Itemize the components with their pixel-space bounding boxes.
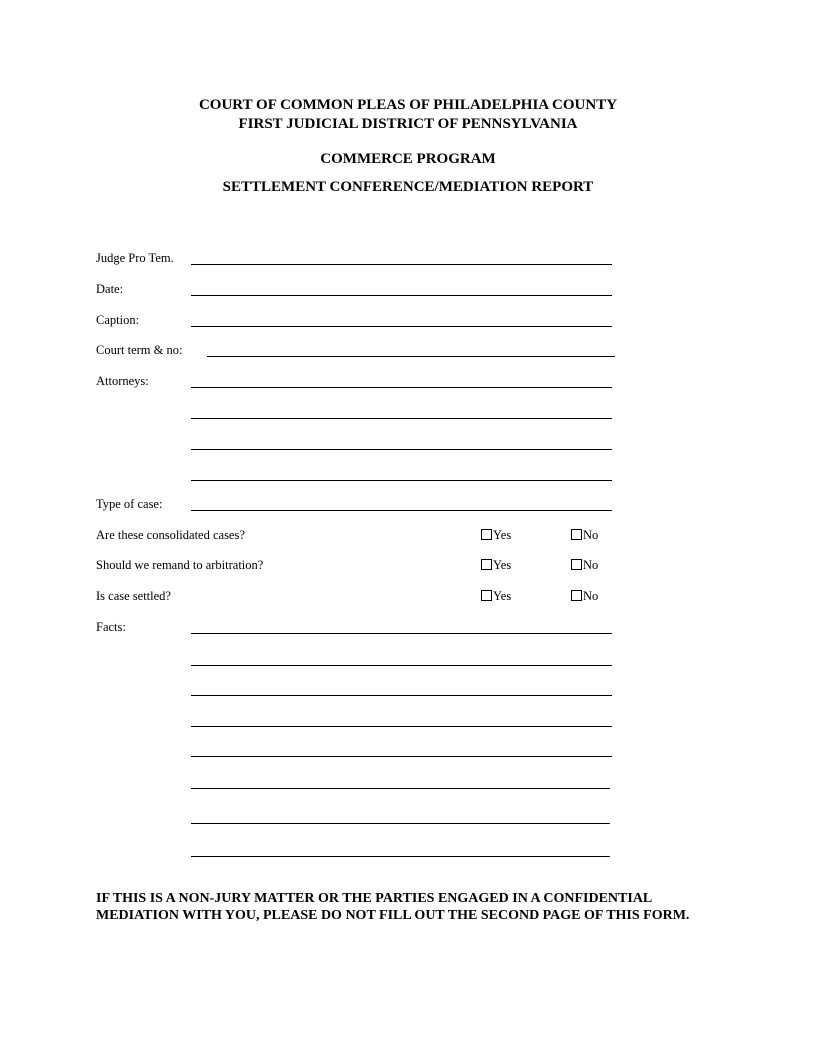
attorneys-field-4[interactable] (191, 480, 612, 481)
facts-field-1[interactable] (191, 633, 612, 634)
checkbox-icon (571, 590, 582, 601)
checkbox-icon (571, 529, 582, 540)
remand-no-checkbox[interactable] (571, 558, 598, 573)
no-label: No (583, 528, 599, 542)
consolidated-question: Are these consolidated cases? (96, 528, 245, 542)
settled-question: Is case settled? (96, 589, 171, 603)
date-field[interactable] (191, 295, 612, 296)
type-of-case-field[interactable] (191, 510, 612, 511)
checkbox-icon (481, 529, 492, 540)
facts-label: Facts: (96, 620, 126, 634)
attorneys-label: Attorneys: (96, 374, 149, 388)
district-title: FIRST JUDICIAL DISTRICT OF PENNSYLVANIA (238, 116, 578, 132)
consolidated-yes-checkbox[interactable] (481, 528, 511, 543)
non-jury-notice: IF THIS IS A NON-JURY MATTER OR THE PARTIES ENGAGED IN A CONFIDENTIAL MEDIATION WITH YOU, PLEASE DO NOT FILL OUT THE SECOND PAGE OF THIS FORM. (96, 891, 690, 923)
checkbox-icon (481, 590, 492, 601)
facts-field-2[interactable] (191, 665, 612, 666)
attorneys-field-1[interactable] (191, 387, 612, 388)
settled-yes-checkbox[interactable] (481, 589, 511, 604)
no-label: No (583, 589, 599, 603)
yes-label: Yes (493, 589, 512, 603)
no-label: No (583, 558, 599, 572)
facts-field-6[interactable] (191, 788, 610, 789)
report-title: SETTLEMENT CONFERENCE/MEDIATION REPORT (222, 179, 594, 195)
settled-no-checkbox[interactable] (571, 589, 598, 604)
date-label: Date: (96, 282, 124, 296)
caption-field[interactable] (191, 326, 612, 327)
caption-label: Caption: (96, 313, 140, 327)
court-term-field[interactable] (207, 356, 615, 357)
yes-label: Yes (493, 558, 512, 572)
facts-field-3[interactable] (191, 695, 612, 696)
yes-label: Yes (493, 528, 512, 542)
judge-field[interactable] (191, 264, 612, 265)
program-title: COMMERCE PROGRAM (320, 151, 496, 167)
remand-yes-checkbox[interactable] (481, 558, 511, 573)
checkbox-icon (481, 559, 492, 570)
facts-field-7[interactable] (191, 823, 610, 824)
facts-field-4[interactable] (191, 726, 612, 727)
attorneys-field-2[interactable] (191, 418, 612, 419)
court-title: COURT OF COMMON PLEAS OF PHILADELPHIA COUNTY (198, 97, 618, 113)
consolidated-no-checkbox[interactable] (571, 528, 598, 543)
court-term-label: Court term & no: (96, 343, 183, 357)
facts-field-5[interactable] (191, 756, 612, 757)
type-of-case-label: Type of case: (96, 497, 163, 511)
facts-field-8[interactable] (191, 856, 610, 857)
checkbox-icon (571, 559, 582, 570)
remand-question: Should we remand to arbitration? (96, 558, 264, 572)
attorneys-field-3[interactable] (191, 449, 612, 450)
judge-label: Judge Pro Tem. (96, 251, 174, 265)
